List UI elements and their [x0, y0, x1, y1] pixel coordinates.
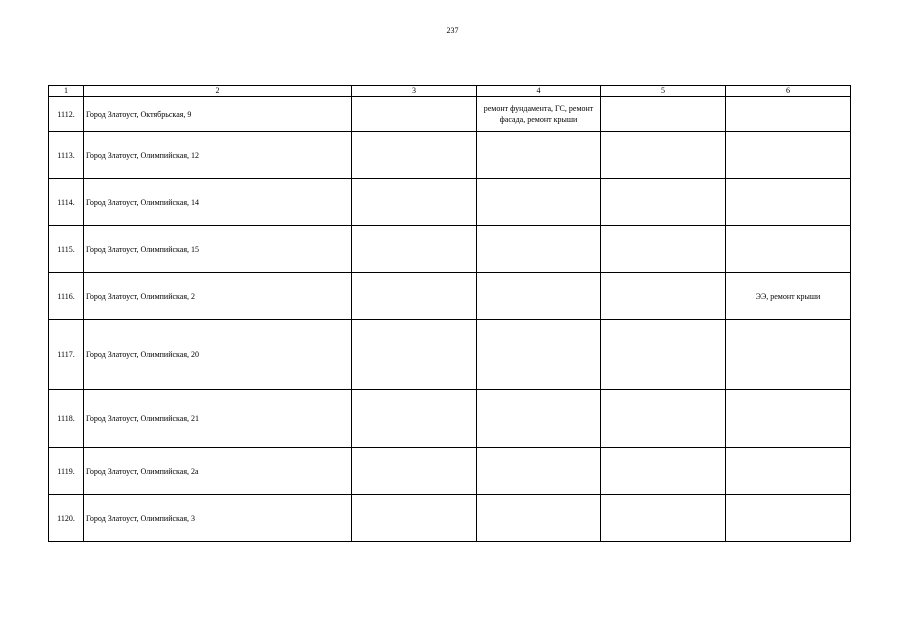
table-row [49, 390, 851, 448]
header-row [49, 86, 851, 97]
row-col5 [601, 97, 726, 132]
row-col6 [726, 97, 851, 132]
row-number: 1115. [49, 226, 84, 273]
row-address: Город Златоуст, Олимпийская, 3 [84, 495, 352, 542]
row-col3 [352, 448, 477, 495]
row-number: 1116. [49, 273, 84, 320]
column-header-4: 4 [477, 86, 601, 97]
column-header-3: 3 [352, 86, 477, 97]
table-row [49, 495, 851, 542]
row-col4 [477, 495, 601, 542]
column-header-5: 5 [601, 86, 726, 97]
column-header-2: 2 [84, 86, 352, 97]
row-col3 [352, 390, 477, 448]
table-row [49, 320, 851, 390]
row-address: Город Златоуст, Олимпийская, 14 [84, 179, 352, 226]
page-number: 237 [446, 26, 459, 35]
row-col3 [352, 97, 477, 132]
row-col5 [601, 226, 726, 273]
row-col4: ремонт фундамента, ГС, ремонт фасада, ремонт крыши [477, 97, 601, 132]
row-col6 [726, 226, 851, 273]
row-col6 [726, 132, 851, 179]
row-col5 [601, 448, 726, 495]
row-number: 1118. [49, 390, 84, 448]
row-address: Город Златоуст, Олимпийская, 2 [84, 273, 352, 320]
row-number: 1114. [49, 179, 84, 226]
table-row [49, 273, 851, 320]
row-col3 [352, 179, 477, 226]
row-col4 [477, 320, 601, 390]
row-address: Город Златоуст, Олимпийская, 2а [84, 448, 352, 495]
row-col3 [352, 320, 477, 390]
table-row [49, 448, 851, 495]
row-col6: ЭЭ, ремонт крыши [726, 273, 851, 320]
row-address: Город Златоуст, Олимпийская, 12 [84, 132, 352, 179]
row-col4 [477, 226, 601, 273]
register-table [48, 85, 851, 542]
row-number: 1119. [49, 448, 84, 495]
table-row [49, 132, 851, 179]
row-col4 [477, 179, 601, 226]
row-col4 [477, 273, 601, 320]
row-number: 1120. [49, 495, 84, 542]
row-col5 [601, 273, 726, 320]
row-col3 [352, 226, 477, 273]
row-number: 1117. [49, 320, 84, 390]
row-col4 [477, 390, 601, 448]
row-col5 [601, 179, 726, 226]
row-col5 [601, 495, 726, 542]
row-col5 [601, 320, 726, 390]
row-number: 1112. [49, 97, 84, 132]
column-header-1: 1 [49, 86, 84, 97]
row-col3 [352, 273, 477, 320]
row-col5 [601, 390, 726, 448]
row-col6 [726, 320, 851, 390]
column-header-6: 6 [726, 86, 851, 97]
table-row [49, 179, 851, 226]
row-col6 [726, 495, 851, 542]
row-col3 [352, 495, 477, 542]
row-address: Город Златоуст, Олимпийская, 15 [84, 226, 352, 273]
row-col6 [726, 179, 851, 226]
table-row [49, 97, 851, 132]
row-address: Город Златоуст, Олимпийская, 20 [84, 320, 352, 390]
row-col3 [352, 132, 477, 179]
row-col4 [477, 132, 601, 179]
row-number: 1113. [49, 132, 84, 179]
row-col6 [726, 448, 851, 495]
row-col5 [601, 132, 726, 179]
row-col4 [477, 448, 601, 495]
row-address: Город Златоуст, Олимпийская, 21 [84, 390, 352, 448]
row-col6 [726, 390, 851, 448]
table-row [49, 226, 851, 273]
row-address: Город Златоуст, Октябрьская, 9 [84, 97, 352, 132]
